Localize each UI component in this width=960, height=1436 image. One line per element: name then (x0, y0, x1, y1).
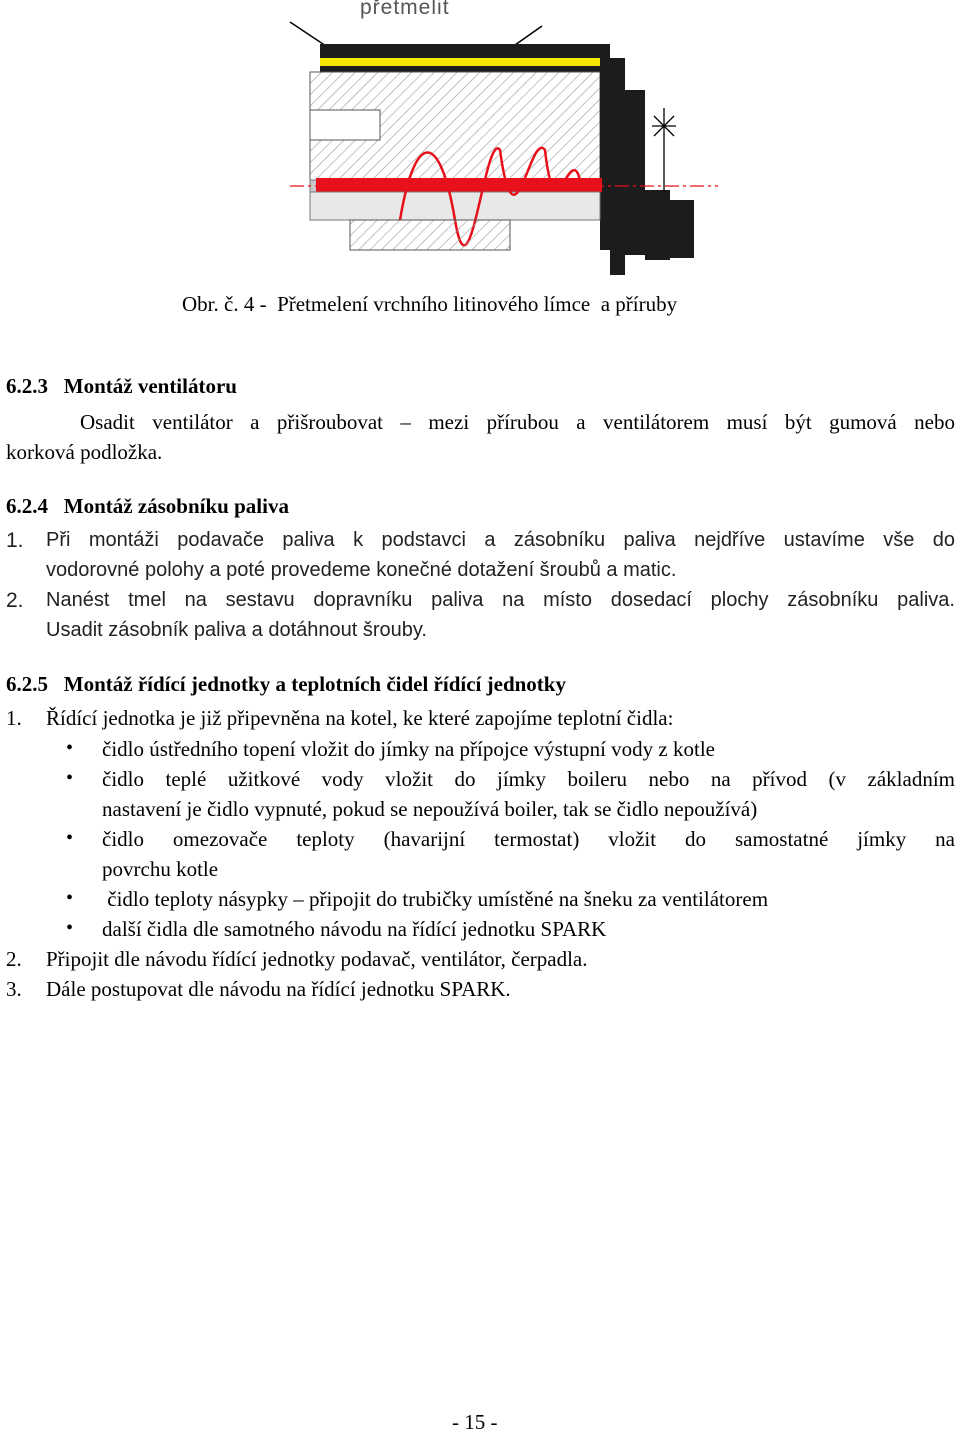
bullet-item-line: nastavení je čidlo vypnuté, pokud se nepoužívá boiler, tak se čidlo nepoužívá) (102, 797, 758, 821)
list-item-line: Nanést tmel na sestavu dopravníku paliva na místo dosedací plochy zásobníku paliva. (46, 589, 955, 611)
heading-6-2-3: 6.2.3 Montáž ventilátoru (6, 374, 237, 398)
bullet-item-line: čidlo teplé užitkové vody vložit do jímky boileru nebo na přívod (v základním (102, 767, 955, 791)
page-number: - 15 - (452, 1410, 498, 1434)
list-item-number: 1. (6, 706, 22, 730)
bullet-icon: • (66, 827, 74, 849)
flange (600, 58, 645, 275)
bullet-icon: • (66, 767, 74, 789)
heading-6-2-4: 6.2.4 Montáž zásobníku paliva (6, 494, 289, 518)
paragraph-fan-line2: korková podložka. (6, 440, 163, 464)
heading-6-2-5: 6.2.5 Montáž řídící jednotky a teplotních čidel řídící jednotky (6, 672, 566, 696)
upper-collar (320, 44, 610, 58)
list-item-line: Usadit zásobník paliva a dotáhnout šrouby. (46, 619, 427, 641)
bullet-item-line: další čidla dle samotného návodu na řídící jednotku SPARK (102, 917, 607, 941)
screw-core (316, 178, 602, 192)
list-item-number: 2. (6, 947, 22, 971)
weld-mark (652, 108, 676, 192)
bullet-item-line: povrchu kotle (102, 857, 219, 881)
fan-stub (670, 200, 694, 258)
bullet-icon: • (66, 917, 74, 939)
bullet-icon: • (66, 887, 74, 909)
list-item-line: Připojit dle návodu řídící jednotky podavač, ventilátor, čerpadla. (46, 947, 588, 971)
list-item-line: Při montáži podavače paliva k podstavci a zásobníku paliva nejdříve ustavíme vše do (46, 529, 955, 551)
list-item-number: 3. (6, 977, 22, 1001)
list-item-number: 2. (6, 589, 24, 612)
bullet-item-line: čidlo teploty násypky – připojit do trubičky umístěné na šneku za ventilátorem (102, 887, 769, 911)
list-item-line: Řídící jednotka je již připevněna na kotel, ke které zapojíme teplotní čidla: (46, 706, 674, 730)
bullet-item-line: čidlo ústředního topení vložit do jímky na přípojce výstupní vody z kotle (102, 737, 715, 761)
bullet-item-line: čidlo omezovače teploty (havarijní termostat) vložit do samostatné jímky na (102, 827, 955, 851)
sealant-strip (320, 58, 610, 66)
list-item-line: Dále postupovat dle návodu na řídící jednotku SPARK. (46, 977, 511, 1001)
feeder-cross-section-drawing (280, 0, 730, 285)
bullet-icon: • (66, 737, 74, 759)
figure-caption: Obr. č. 4 - Přetmelení vrchního litinového límce a příruby (182, 292, 678, 316)
paragraph-fan-line1: Osadit ventilátor a přišroubovat – mezi přírubou a ventilátorem musí být gumová nebo (80, 410, 955, 434)
cross-section-figure (280, 0, 730, 285)
list-item-number: 1. (6, 529, 24, 552)
list-item-line: vodorovné polohy a poté provedeme konečné dotažení šroubů a matic. (46, 559, 677, 581)
figure-label: přetmelit (360, 0, 450, 19)
